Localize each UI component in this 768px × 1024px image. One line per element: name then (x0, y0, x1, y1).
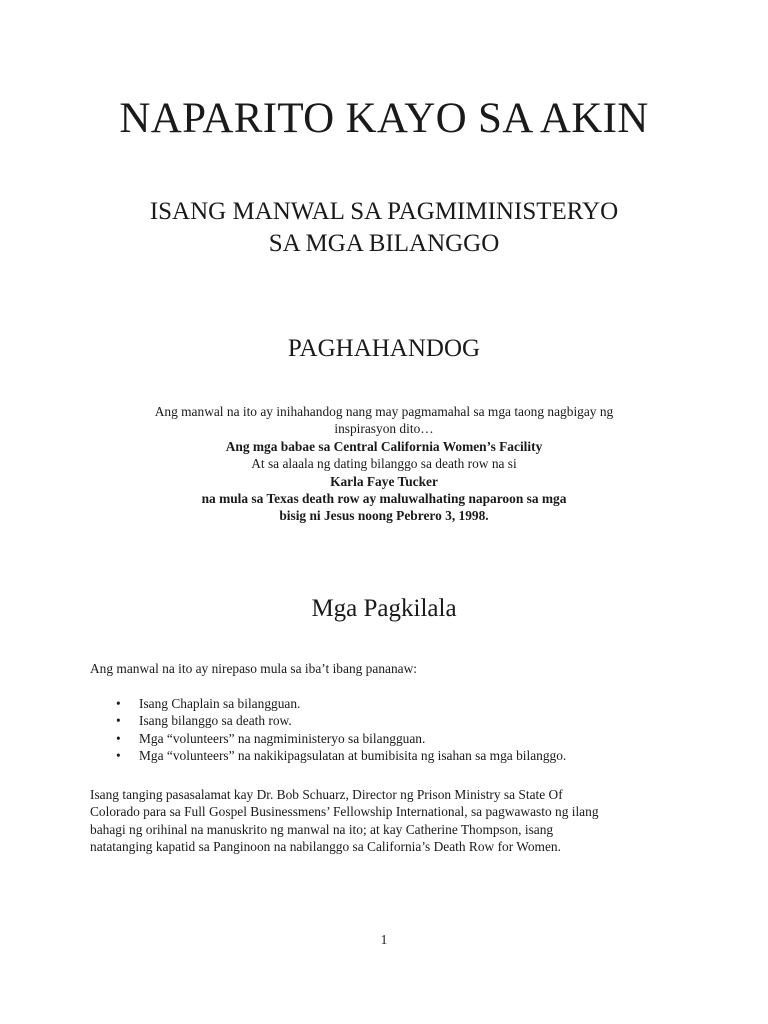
page-number: 1 (380, 932, 388, 947)
list-item (90, 712, 566, 729)
thanks-line: Isang tanging pasasalamat kay Dr. Bob Schuarz, Director ng Prison Ministry sa State Of (90, 787, 563, 802)
dedication-heading: PAGHAHANDOG (287, 335, 481, 362)
list-item (90, 695, 566, 712)
bullet-icon: • (116, 748, 121, 764)
dedication-text (100, 403, 668, 525)
dedication-line-bold: na mula sa Texas death row ay maluwalhating naparoon sa mga (201, 491, 567, 507)
dedication-line: Ang manwal na ito ay inihahandog nang may pagmamahal sa mga taong nagbigay ng (154, 404, 614, 419)
acknowledgements-heading: Mga Pagkilala (311, 595, 457, 622)
list-item-text: Mga “volunteers” na nakikipagsulatan at bumibisita ng isahan sa mga bilanggo. (139, 748, 567, 764)
acknowledgements-intro: Ang manwal na ito ay nirepaso mula sa iba’t ibang pananaw: (90, 661, 417, 676)
thanks-paragraph (90, 786, 680, 856)
list-item (90, 747, 566, 764)
document-title: NAPARITO KAYO SA AKIN (119, 95, 649, 142)
dedication-line-bold: Karla Faye Tucker (330, 473, 438, 489)
dedication-line-bold: Ang mga babae sa Central California Women’s Facility (225, 438, 543, 454)
thanks-line: Colorado para sa Full Gospel Businessmens’ Fellowship International, sa pagwawasto ng ilang (90, 804, 599, 820)
list-item (90, 730, 566, 747)
thanks-line: bahagi ng orihinal na manuskrito ng manwal na ito; at kay Catherine Thompson, isang (90, 821, 554, 837)
dedication-line-bold: bisig ni Jesus noong Pebrero 3, 1998. (279, 508, 489, 524)
document-subtitle (0, 196, 768, 260)
subtitle-line-1: ISANG MANWAL SA PAGMIMINISTERYO (149, 198, 619, 225)
bullet-icon: • (116, 730, 121, 746)
list-item-text: Isang bilanggo sa death row. (139, 713, 292, 729)
acknowledgements-list (90, 695, 566, 765)
list-item-text: Isang Chaplain sa bilangguan. (139, 696, 301, 711)
list-item-text: Mga “volunteers” na nagmiministeryo sa bilangguan. (139, 730, 426, 746)
thanks-line: natatanging kapatid sa Panginoon na nabilanggo sa California’s Death Row for Women. (90, 839, 561, 855)
bullet-icon: • (116, 713, 121, 729)
dedication-line: inspirasyon dito… (334, 421, 434, 437)
bullet-icon: • (116, 696, 121, 711)
subtitle-line-2: SA MGA BILANGGO (268, 230, 500, 257)
dedication-line: At sa alaala ng dating bilanggo sa death row na si (251, 456, 517, 472)
